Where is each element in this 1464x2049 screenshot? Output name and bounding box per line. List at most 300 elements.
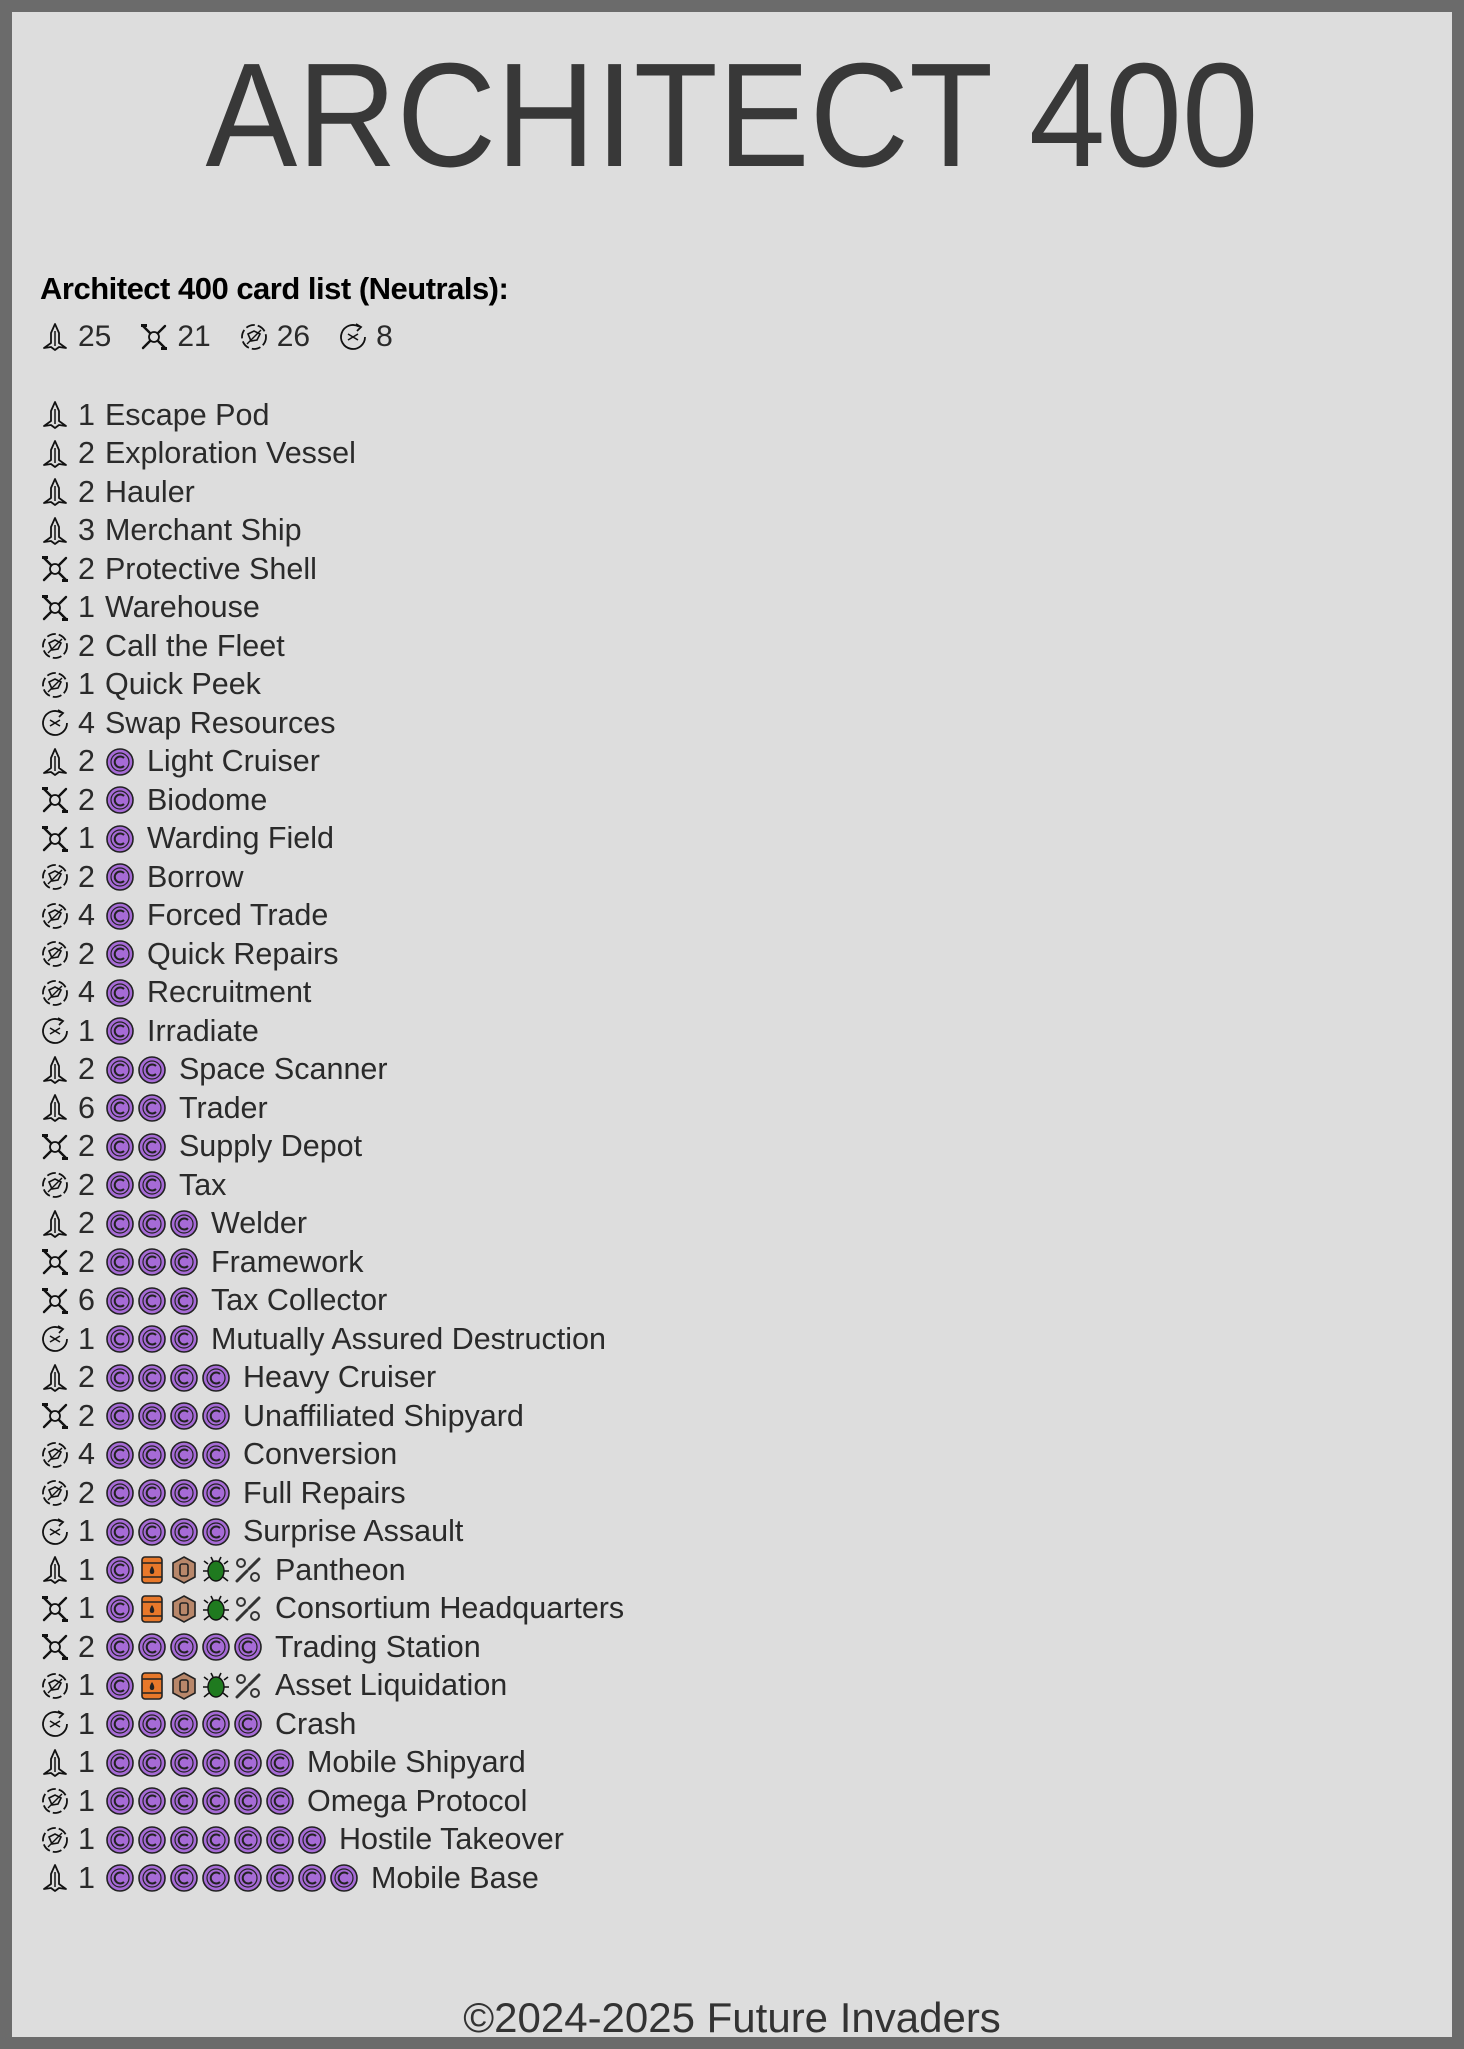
- credit-icon: [265, 1863, 295, 1893]
- card-name: Irradiate: [146, 1013, 259, 1048]
- card-cost: [105, 1016, 137, 1046]
- card-quantity: 1: [78, 1321, 95, 1356]
- tactic-icon: [40, 670, 70, 700]
- card-name: Space Scanner: [178, 1052, 388, 1087]
- credit-icon: [137, 1709, 167, 1739]
- card-quantity: 2: [78, 1206, 95, 1241]
- tactic-icon: [40, 631, 70, 661]
- event-icon: [40, 1016, 70, 1046]
- card-row: [40, 1089, 624, 1128]
- base-icon: [40, 1247, 70, 1277]
- credit-icon: [329, 1863, 359, 1893]
- card-quantity: 2: [78, 782, 95, 817]
- card-row: [40, 935, 624, 974]
- credit-icon: [201, 1825, 231, 1855]
- total-count: 8: [376, 320, 393, 353]
- card-name: Crash: [274, 1706, 357, 1741]
- credit-icon: [233, 1748, 263, 1778]
- card-name: Hostile Takeover: [338, 1822, 564, 1857]
- credit-icon: [105, 1247, 135, 1277]
- event-icon: [40, 1517, 70, 1547]
- card-quantity: 2: [78, 859, 95, 894]
- card-name: Framework: [210, 1244, 364, 1279]
- card-quantity: 4: [78, 1437, 95, 1472]
- card-quantity: 3: [78, 513, 95, 548]
- ship-icon: [40, 1363, 70, 1393]
- credit-icon: [169, 1709, 199, 1739]
- page-title: ARCHITECT 400: [205, 33, 1259, 198]
- credit-icon: [105, 1594, 135, 1624]
- tactic-icon: [40, 901, 70, 931]
- ship-icon: [40, 516, 70, 546]
- card-cost: [105, 1825, 329, 1855]
- card-cost: [105, 1286, 201, 1316]
- card-cost: [105, 1594, 265, 1624]
- card-name: Hauler: [104, 474, 195, 509]
- ship-icon: [40, 1055, 70, 1085]
- card-name: Trader: [178, 1090, 268, 1125]
- credit-icon: [105, 1209, 135, 1239]
- card-cost: [105, 901, 137, 931]
- card-cost: [105, 1632, 265, 1662]
- card-name: Full Repairs: [242, 1475, 406, 1510]
- card-row: [40, 1744, 624, 1783]
- ore-icon: [169, 1555, 199, 1585]
- bio-icon: [201, 1671, 231, 1701]
- ship-icon: [40, 1748, 70, 1778]
- card-quantity: 2: [78, 551, 95, 586]
- card-quantity: 1: [78, 590, 95, 625]
- card-quantity: 2: [78, 1629, 95, 1664]
- card-cost: [105, 1170, 169, 1200]
- credit-icon: [105, 1748, 135, 1778]
- card-name: Quick Repairs: [146, 936, 339, 971]
- credit-icon: [137, 1363, 167, 1393]
- credit-icon: [137, 1401, 167, 1431]
- credit-icon: [169, 1825, 199, 1855]
- card-cost: [105, 1440, 233, 1470]
- credit-icon: [105, 824, 135, 854]
- card-quantity: 2: [78, 1360, 95, 1395]
- base-icon: [40, 1132, 70, 1162]
- card-row: [40, 1474, 624, 1513]
- credit-icon: [297, 1863, 327, 1893]
- card-quantity: 1: [78, 1745, 95, 1780]
- card-name: Conversion: [242, 1437, 398, 1472]
- card-cost: [105, 862, 137, 892]
- card-name: Consortium Headquarters: [274, 1591, 625, 1626]
- card-quantity: 1: [78, 1552, 95, 1587]
- base-icon: [40, 1594, 70, 1624]
- credit-icon: [105, 1016, 135, 1046]
- card-name: Mobile Base: [370, 1860, 539, 1895]
- credit-icon: [137, 1517, 167, 1547]
- credit-icon: [169, 1247, 199, 1277]
- card-row: [40, 1051, 624, 1090]
- credit-icon: [169, 1478, 199, 1508]
- credit-icon: [169, 1517, 199, 1547]
- card-row: [40, 704, 624, 743]
- card-quantity: 4: [78, 898, 95, 933]
- credit-icon: [201, 1786, 231, 1816]
- card-quantity: 1: [78, 1860, 95, 1895]
- ship-icon: [40, 1863, 70, 1893]
- credit-icon: [137, 1209, 167, 1239]
- card-name: Asset Liquidation: [274, 1668, 508, 1703]
- credit-icon: [201, 1440, 231, 1470]
- credit-icon: [233, 1825, 263, 1855]
- card-row: [40, 435, 624, 474]
- credit-icon: [105, 1786, 135, 1816]
- card-cost: [105, 1209, 201, 1239]
- event-icon: [40, 708, 70, 738]
- credit-icon: [105, 1709, 135, 1739]
- card-cost: [105, 1709, 265, 1739]
- total-count: 26: [276, 320, 311, 353]
- card-name: Mutually Assured Destruction: [210, 1321, 606, 1356]
- ore-icon: [169, 1594, 199, 1624]
- credit-icon: [169, 1863, 199, 1893]
- credit-icon: [105, 862, 135, 892]
- card-quantity: 2: [78, 436, 95, 471]
- credit-icon: [137, 1632, 167, 1662]
- card-cost: [105, 1093, 169, 1123]
- card-cost: [105, 1055, 169, 1085]
- card-cost: [105, 1247, 201, 1277]
- ship-icon: [40, 1209, 70, 1239]
- tech-icon: [233, 1671, 263, 1701]
- ship-icon: [40, 1555, 70, 1585]
- card-cost: [105, 978, 137, 1008]
- tactic-icon: [40, 1825, 70, 1855]
- credit-icon: [169, 1440, 199, 1470]
- credit-icon: [169, 1363, 199, 1393]
- credit-icon: [169, 1286, 199, 1316]
- card-quantity: 4: [78, 975, 95, 1010]
- card-row: [40, 1667, 624, 1706]
- card-row: [40, 1782, 624, 1821]
- card-quantity: 1: [78, 1783, 95, 1818]
- card-row: [40, 1282, 624, 1321]
- credit-icon: [233, 1863, 263, 1893]
- card-row: [40, 1243, 624, 1282]
- base-icon: [40, 1286, 70, 1316]
- card-cost: [105, 1324, 201, 1354]
- ship-icon: [40, 400, 70, 430]
- card-quantity: 1: [78, 1668, 95, 1703]
- card-quantity: 2: [78, 1475, 95, 1510]
- credit-icon: [105, 978, 135, 1008]
- card-quantity: 1: [78, 821, 95, 856]
- card-cost: [105, 1748, 297, 1778]
- card-row: [40, 1705, 624, 1744]
- credit-icon: [169, 1401, 199, 1431]
- base-icon: [40, 554, 70, 584]
- card-row: [40, 1012, 624, 1051]
- fuel-icon: [137, 1671, 167, 1701]
- credit-icon: [201, 1478, 231, 1508]
- credit-icon: [105, 1478, 135, 1508]
- credit-icon: [201, 1517, 231, 1547]
- credit-icon: [169, 1324, 199, 1354]
- credit-icon: [105, 1324, 135, 1354]
- tactic-icon: [40, 1671, 70, 1701]
- card-name: Omega Protocol: [306, 1783, 528, 1818]
- credit-icon: [105, 1825, 135, 1855]
- card-row: [40, 1551, 624, 1590]
- card-row: [40, 1821, 624, 1860]
- fuel-icon: [137, 1594, 167, 1624]
- credit-icon: [233, 1632, 263, 1662]
- credit-icon: [105, 901, 135, 931]
- card-cost: [105, 1363, 233, 1393]
- card-quantity: 2: [78, 1167, 95, 1202]
- credit-icon: [105, 1863, 135, 1893]
- credit-icon: [105, 1440, 135, 1470]
- credit-icon: [105, 1555, 135, 1585]
- event-icon: [338, 322, 368, 352]
- total-base: [139, 320, 210, 354]
- card-name: Quick Peek: [104, 667, 261, 702]
- page: [12, 12, 1452, 2037]
- card-name: Surprise Assault: [242, 1514, 464, 1549]
- credit-icon: [105, 1093, 135, 1123]
- card-quantity: 1: [78, 397, 95, 432]
- credit-icon: [201, 1709, 231, 1739]
- card-quantity: 2: [78, 474, 95, 509]
- fuel-icon: [137, 1555, 167, 1585]
- credit-icon: [105, 1170, 135, 1200]
- card-quantity: 2: [78, 1244, 95, 1279]
- card-row: [40, 512, 624, 551]
- card-quantity: 1: [78, 1706, 95, 1741]
- card-name: Protective Shell: [104, 551, 317, 586]
- base-icon: [40, 824, 70, 854]
- credit-icon: [137, 1478, 167, 1508]
- card-row: [40, 589, 624, 628]
- card-row: [40, 1590, 624, 1629]
- card-row: [40, 1513, 624, 1552]
- credit-icon: [105, 1671, 135, 1701]
- card-row: [40, 1205, 624, 1244]
- credit-icon: [137, 1786, 167, 1816]
- card-row: [40, 396, 624, 435]
- total-ship: [40, 320, 111, 354]
- tech-icon: [233, 1594, 263, 1624]
- tech-icon: [233, 1555, 263, 1585]
- card-cost: [105, 1517, 233, 1547]
- ship-icon: [40, 477, 70, 507]
- card-name: Call the Fleet: [104, 628, 285, 663]
- credit-icon: [169, 1209, 199, 1239]
- card-name: Pantheon: [274, 1552, 406, 1587]
- card-name: Warehouse: [104, 590, 260, 625]
- credit-icon: [137, 1748, 167, 1778]
- ship-icon: [40, 747, 70, 777]
- card-row: [40, 1359, 624, 1398]
- credit-icon: [201, 1363, 231, 1393]
- card-list: [40, 396, 624, 1898]
- credit-icon: [137, 1863, 167, 1893]
- card-name: Unaffiliated Shipyard: [242, 1398, 524, 1433]
- total-count: 25: [78, 320, 112, 353]
- card-name: Swap Resources: [104, 705, 336, 740]
- card-row: [40, 550, 624, 589]
- card-row: [40, 1128, 624, 1167]
- card-quantity: 2: [78, 744, 95, 779]
- credit-icon: [105, 1363, 135, 1393]
- credit-icon: [137, 1825, 167, 1855]
- credit-icon: [137, 1286, 167, 1316]
- card-name: Supply Depot: [178, 1129, 363, 1164]
- card-cost: [105, 1786, 297, 1816]
- card-row: [40, 858, 624, 897]
- card-cost: [105, 939, 137, 969]
- card-cost: [105, 1863, 361, 1893]
- ship-icon: [40, 439, 70, 469]
- credit-icon: [137, 1132, 167, 1162]
- credit-icon: [137, 1440, 167, 1470]
- credit-icon: [265, 1825, 295, 1855]
- card-row: [40, 1397, 624, 1436]
- credit-icon: [233, 1709, 263, 1739]
- credit-icon: [105, 785, 135, 815]
- tactic-icon: [40, 1440, 70, 1470]
- card-quantity: 2: [78, 1052, 95, 1087]
- event-icon: [40, 1324, 70, 1354]
- credit-icon: [105, 939, 135, 969]
- credit-icon: [169, 1786, 199, 1816]
- credit-icon: [137, 1170, 167, 1200]
- credit-icon: [169, 1632, 199, 1662]
- credit-icon: [201, 1632, 231, 1662]
- credit-icon: [137, 1055, 167, 1085]
- card-cost: [105, 785, 137, 815]
- card-name: Borrow: [146, 859, 244, 894]
- card-name: Escape Pod: [104, 397, 270, 432]
- card-quantity: 6: [78, 1283, 95, 1318]
- ore-icon: [169, 1671, 199, 1701]
- card-name: Mobile Shipyard: [306, 1745, 526, 1780]
- card-quantity: 1: [78, 1591, 95, 1626]
- credit-icon: [105, 1055, 135, 1085]
- tactic-icon: [40, 1786, 70, 1816]
- base-icon: [40, 1401, 70, 1431]
- card-quantity: 1: [78, 667, 95, 702]
- tactic-icon: [40, 1170, 70, 1200]
- list-heading: Architect 400 card list (Neutrals):: [40, 271, 509, 306]
- ship-icon: [40, 1093, 70, 1123]
- card-row: [40, 1436, 624, 1475]
- card-cost: [105, 747, 137, 777]
- credit-icon: [105, 747, 135, 777]
- tactic-icon: [40, 978, 70, 1008]
- card-row: [40, 627, 624, 666]
- card-cost: [105, 824, 137, 854]
- credit-icon: [265, 1748, 295, 1778]
- card-name: Merchant Ship: [104, 513, 302, 548]
- credit-icon: [169, 1748, 199, 1778]
- credit-icon: [233, 1786, 263, 1816]
- card-name: Welder: [210, 1206, 308, 1241]
- base-icon: [40, 785, 70, 815]
- tactic-icon: [40, 939, 70, 969]
- credit-icon: [105, 1632, 135, 1662]
- card-row: [40, 1320, 624, 1359]
- event-icon: [40, 1709, 70, 1739]
- card-name: Tax: [178, 1167, 227, 1202]
- credit-icon: [105, 1286, 135, 1316]
- card-row: [40, 820, 624, 859]
- card-quantity: 1: [78, 1822, 95, 1857]
- card-name: Forced Trade: [146, 898, 329, 933]
- base-icon: [139, 322, 169, 352]
- card-row: [40, 781, 624, 820]
- tactic-icon: [239, 322, 269, 352]
- credit-icon: [105, 1401, 135, 1431]
- card-cost: [105, 1671, 265, 1701]
- card-cost: [105, 1132, 169, 1162]
- card-quantity: 6: [78, 1090, 95, 1125]
- credit-icon: [137, 1247, 167, 1277]
- tactic-icon: [40, 862, 70, 892]
- credit-icon: [137, 1093, 167, 1123]
- credit-icon: [201, 1401, 231, 1431]
- credit-icon: [137, 1324, 167, 1354]
- card-name: Tax Collector: [210, 1283, 388, 1318]
- card-quantity: 1: [78, 1013, 95, 1048]
- bio-icon: [201, 1594, 231, 1624]
- card-row: [40, 897, 624, 936]
- card-name: Heavy Cruiser: [242, 1360, 437, 1395]
- credit-icon: [105, 1517, 135, 1547]
- copyright-footer: ©2024-2025 Future Invaders: [463, 1994, 1001, 2037]
- type-totals: [40, 320, 421, 354]
- card-cost: [105, 1478, 233, 1508]
- card-row: [40, 1166, 624, 1205]
- card-row: [40, 1628, 624, 1667]
- total-tactic: [239, 320, 310, 354]
- card-name: Light Cruiser: [146, 744, 320, 779]
- card-row: [40, 1859, 624, 1898]
- base-icon: [40, 593, 70, 623]
- card-name: Trading Station: [274, 1629, 481, 1664]
- card-row: [40, 743, 624, 782]
- card-cost: [105, 1401, 233, 1431]
- credit-icon: [265, 1786, 295, 1816]
- card-row: [40, 473, 624, 512]
- card-quantity: 2: [78, 628, 95, 663]
- base-icon: [40, 1632, 70, 1662]
- card-name: Exploration Vessel: [104, 436, 356, 471]
- card-quantity: 2: [78, 936, 95, 971]
- card-name: Recruitment: [146, 975, 312, 1010]
- bio-icon: [201, 1555, 231, 1585]
- card-name: Warding Field: [146, 821, 334, 856]
- tactic-icon: [40, 1478, 70, 1508]
- card-row: [40, 974, 624, 1013]
- credit-icon: [105, 1132, 135, 1162]
- credit-icon: [297, 1825, 327, 1855]
- credit-icon: [201, 1748, 231, 1778]
- card-quantity: 2: [78, 1129, 95, 1164]
- card-quantity: 2: [78, 1398, 95, 1433]
- credit-icon: [201, 1863, 231, 1893]
- card-row: [40, 666, 624, 705]
- card-quantity: 4: [78, 705, 95, 740]
- card-name: Biodome: [146, 782, 268, 817]
- ship-icon: [40, 322, 70, 352]
